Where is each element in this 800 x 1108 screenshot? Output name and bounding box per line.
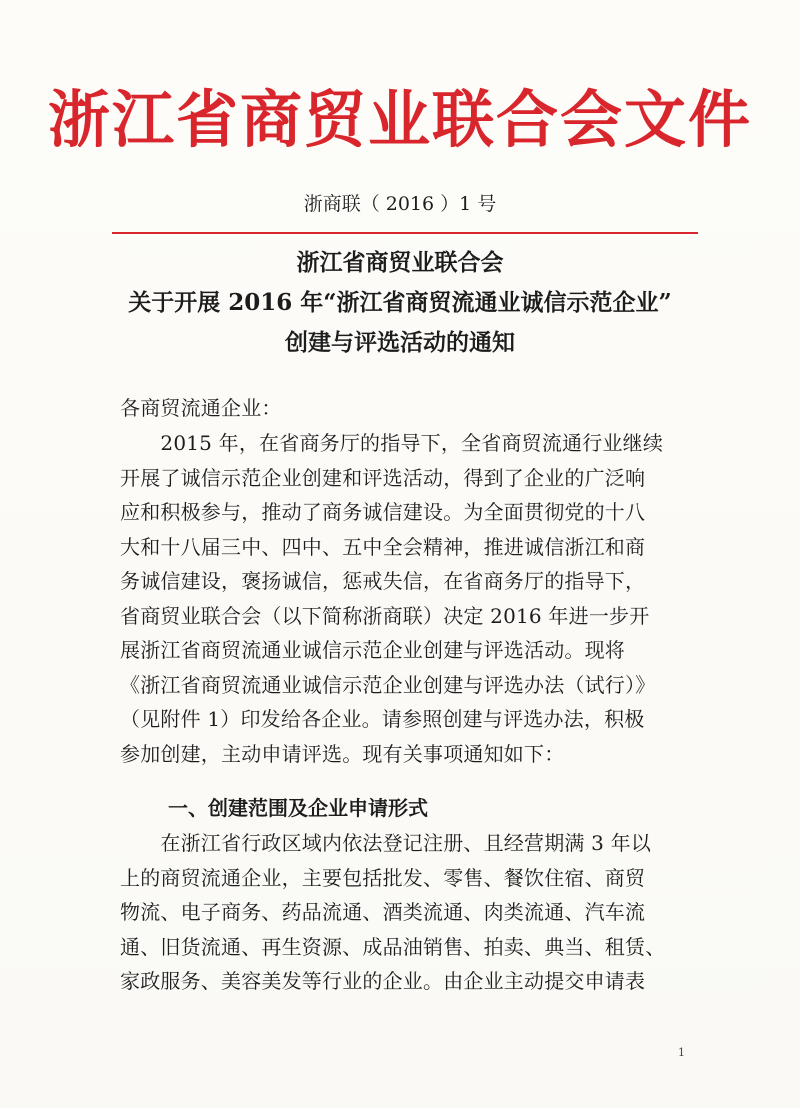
paragraph-line: 《浙江省商贸流通业诚信示范企业创建与评选办法（试行）》	[120, 672, 656, 697]
notice-title-line-1: 浙江省商贸业联合会	[296, 249, 504, 276]
section-1-heading: 一、创建范围及企业申请形式	[168, 796, 428, 820]
salutation-text: 各商贸流通企业：	[120, 396, 282, 420]
paragraph-line: 在浙江省行政区域内依法登记注册、且经营期满 3 年以	[120, 831, 652, 855]
salutation	[120, 391, 695, 426]
paragraph-line: 上的商贸流通企业，主要包括批发、零售、餐饮住宿、商贸	[120, 865, 646, 890]
paragraph-line: 务诚信建设，褒扬诚信，惩戒失信，在省商务厅的指导下，	[120, 569, 646, 593]
paragraph-line: 2015 年，在省商务厅的指导下，全省商贸流通行业继续	[120, 431, 664, 455]
paragraph-1	[120, 426, 695, 771]
notice-title	[0, 243, 800, 363]
paragraph-line: 应和积极参与，推动了商务诚信建设。为全面贯彻党的十八	[120, 500, 646, 524]
page-number: 1	[678, 1046, 685, 1059]
notice-title-line-3: 创建与评选活动的通知	[285, 329, 515, 356]
paragraph-line: 省商贸业联合会（以下简称浙商联）决定 2016 年进一步开	[120, 603, 650, 628]
document-header-title: 浙江省商贸业联合会文件	[47, 83, 752, 156]
paragraph-line: 物流、电子商务、药品流通、酒类流通、肉类流通、汽车流	[120, 900, 646, 924]
document-number: 浙商联（ 2016 ）1 号	[303, 193, 497, 215]
paragraph-line: 开展了诚信示范企业创建和评选活动，得到了企业的广泛响	[120, 465, 646, 490]
paragraph-2	[120, 826, 695, 999]
paragraph-line: （见附件 1）印发给各企业。请参照创建与评选办法，积极	[120, 707, 645, 731]
paragraph-line: 展浙江省商贸流通业诚信示范企业创建与评选活动。现将	[120, 638, 625, 662]
notice-title-line-2: 关于开展 2016 年“浙江省商贸流通业诚信示范企业”	[128, 289, 672, 316]
paragraph-line: 大和十八届三中、四中、五中全会精神，推进诚信浙江和商	[120, 534, 646, 559]
paragraph-line: 参加创建，主动申请评选。现有关事项通知如下：	[120, 741, 565, 766]
paragraph-line: 通、旧货流通、再生资源、成品油销售、拍卖、典当、租赁、	[120, 934, 666, 959]
red-divider-line	[112, 232, 698, 234]
paragraph-line: 家政服务、美容美发等行业的企业。由企业主动提交申请表	[120, 969, 646, 993]
